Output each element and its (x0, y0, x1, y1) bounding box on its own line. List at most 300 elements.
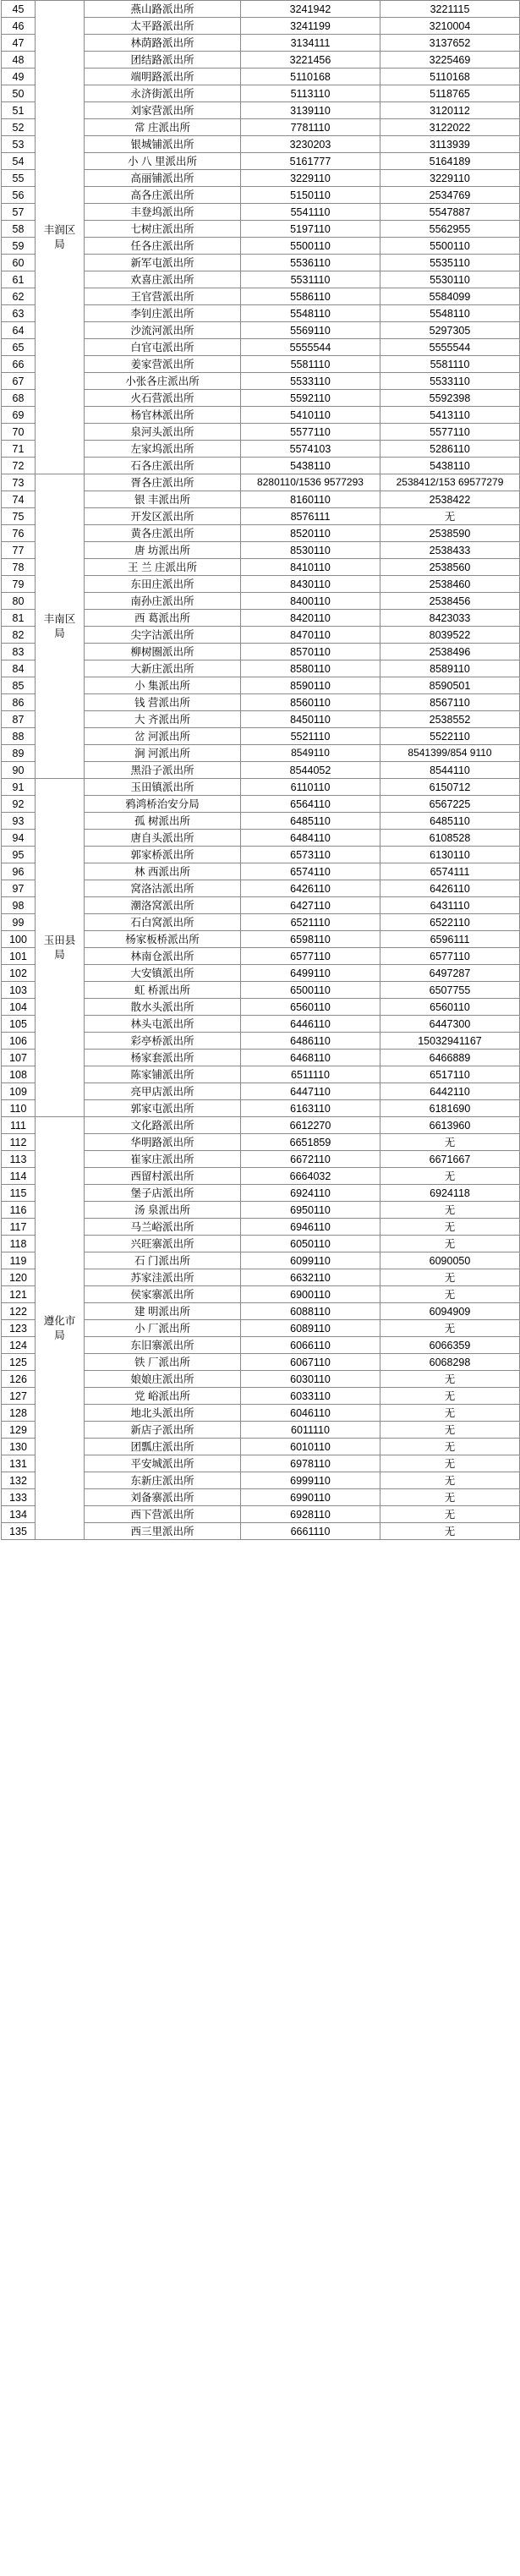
phone-secondary-cell: 6066359 (380, 1337, 520, 1354)
phone-secondary-cell: 5533110 (380, 373, 520, 390)
phone-primary-cell: 5161777 (241, 153, 380, 170)
row-index-cell: 58 (2, 221, 36, 238)
region-group-cell: 丰南区局 (36, 474, 85, 779)
station-name-cell: 杨家套派出所 (85, 1050, 241, 1066)
station-name-cell: 高丽铺派出所 (85, 170, 241, 187)
phone-secondary-cell: 6068298 (380, 1354, 520, 1371)
phone-secondary-cell: 3210004 (380, 18, 520, 35)
phone-secondary-cell: 2538496 (380, 644, 520, 660)
station-name-cell: 刘备寨派出所 (85, 1489, 241, 1506)
station-name-cell: 散水头派出所 (85, 999, 241, 1016)
row-index-cell: 57 (2, 204, 36, 221)
phone-secondary-cell: 6447300 (380, 1016, 520, 1033)
station-name-cell: 端明路派出所 (85, 69, 241, 85)
row-index-cell: 91 (2, 779, 36, 796)
phone-primary-cell: 6612270 (241, 1117, 380, 1134)
phone-secondary-cell: 5110168 (380, 69, 520, 85)
row-index-cell: 64 (2, 322, 36, 339)
phone-secondary-cell: 无 (380, 1320, 520, 1337)
phone-secondary-cell: 8541399/854 9110 (380, 745, 520, 762)
station-name-cell: 平安城派出所 (85, 1455, 241, 1472)
row-index-cell: 53 (2, 136, 36, 153)
station-name-cell: 左家坞派出所 (85, 441, 241, 458)
row-index-cell: 88 (2, 728, 36, 745)
row-index-cell: 68 (2, 390, 36, 407)
phone-primary-cell: 5410110 (241, 407, 380, 424)
phone-secondary-cell: 3113939 (380, 136, 520, 153)
phone-primary-cell: 8576111 (241, 508, 380, 525)
phone-primary-cell: 8410110 (241, 559, 380, 576)
phone-primary-cell: 6900110 (241, 1286, 380, 1303)
row-index-cell: 45 (2, 1, 36, 18)
phone-secondary-cell: 5577110 (380, 424, 520, 441)
phone-primary-cell: 6485110 (241, 813, 380, 830)
station-name-cell: 鸦鸿桥治安分局 (85, 796, 241, 813)
phone-primary-cell: 3230203 (241, 136, 380, 153)
station-name-cell: 大安镇派出所 (85, 965, 241, 982)
table-row (2, 474, 520, 491)
phone-primary-cell: 5536110 (241, 255, 380, 271)
phone-primary-cell: 8430110 (241, 576, 380, 593)
station-name-cell: 任各庄派出所 (85, 238, 241, 255)
row-index-cell: 115 (2, 1185, 36, 1202)
phone-primary-cell: 5586110 (241, 288, 380, 305)
phone-primary-cell: 6999110 (241, 1472, 380, 1489)
phone-secondary-cell: 6150712 (380, 779, 520, 796)
station-name-cell: 小 集派出所 (85, 677, 241, 694)
row-index-cell: 125 (2, 1354, 36, 1371)
station-name-cell: 铁 厂派出所 (85, 1354, 241, 1371)
phone-primary-cell: 8530110 (241, 542, 380, 559)
phone-secondary-cell: 5286110 (380, 441, 520, 458)
phone-secondary-cell: 8567110 (380, 694, 520, 711)
phone-primary-cell: 8520110 (241, 525, 380, 542)
phone-secondary-cell: 8544110 (380, 762, 520, 779)
phone-primary-cell: 6033110 (241, 1388, 380, 1405)
phone-primary-cell: 3139110 (241, 102, 380, 119)
row-index-cell: 118 (2, 1236, 36, 1252)
row-index-cell: 75 (2, 508, 36, 525)
station-name-cell: 沙流河派出所 (85, 322, 241, 339)
phone-secondary-cell: 6596111 (380, 931, 520, 948)
station-name-cell: 柳树圈派出所 (85, 644, 241, 660)
station-name-cell: 白官屯派出所 (85, 339, 241, 356)
phone-primary-cell: 6946110 (241, 1219, 380, 1236)
phone-secondary-cell: 6497287 (380, 965, 520, 982)
phone-secondary-cell: 无 (380, 1134, 520, 1151)
phone-secondary-cell: 无 (380, 1269, 520, 1286)
row-index-cell: 47 (2, 35, 36, 52)
phone-primary-cell: 6651859 (241, 1134, 380, 1151)
phone-secondary-cell: 6507755 (380, 982, 520, 999)
station-name-cell: 石白窝派出所 (85, 914, 241, 931)
row-index-cell: 71 (2, 441, 36, 458)
phone-primary-cell: 6500110 (241, 982, 380, 999)
station-name-cell: 小 厂派出所 (85, 1320, 241, 1337)
phone-primary-cell: 3229110 (241, 170, 380, 187)
row-index-cell: 102 (2, 965, 36, 982)
station-name-cell: 西三里派出所 (85, 1523, 241, 1540)
phone-primary-cell: 6110110 (241, 779, 380, 796)
row-index-cell: 73 (2, 474, 36, 491)
station-name-cell: 窝洛沽派出所 (85, 880, 241, 897)
row-index-cell: 51 (2, 102, 36, 119)
station-name-cell: 新军屯派出所 (85, 255, 241, 271)
phone-primary-cell: 6978110 (241, 1455, 380, 1472)
phone-secondary-cell: 6577110 (380, 948, 520, 965)
phone-primary-cell: 6499110 (241, 965, 380, 982)
station-name-cell: 燕山路派出所 (85, 1, 241, 18)
station-name-cell: 唐 坊派出所 (85, 542, 241, 559)
phone-secondary-cell: 5297305 (380, 322, 520, 339)
row-index-cell: 55 (2, 170, 36, 187)
station-name-cell: 岔 河派出所 (85, 728, 241, 745)
phone-primary-cell: 6446110 (241, 1016, 380, 1033)
row-index-cell: 59 (2, 238, 36, 255)
station-name-cell: 东新庄派出所 (85, 1472, 241, 1489)
station-name-cell: 小 八 里派出所 (85, 153, 241, 170)
station-name-cell: 郭家屯派出所 (85, 1100, 241, 1117)
phone-primary-cell: 6511110 (241, 1066, 380, 1083)
phone-primary-cell: 5581110 (241, 356, 380, 373)
station-name-cell: 石 门派出所 (85, 1252, 241, 1269)
phone-primary-cell: 8160110 (241, 491, 380, 508)
phone-secondary-cell: 无 (380, 508, 520, 525)
phone-secondary-cell: 5581110 (380, 356, 520, 373)
station-name-cell: 东田庄派出所 (85, 576, 241, 593)
station-name-cell: 新店子派出所 (85, 1422, 241, 1439)
row-index-cell: 83 (2, 644, 36, 660)
phone-primary-cell: 6447110 (241, 1083, 380, 1100)
phone-primary-cell: 8544052 (241, 762, 380, 779)
row-index-cell: 61 (2, 271, 36, 288)
station-name-cell: 尖字沽派出所 (85, 627, 241, 644)
row-index-cell: 95 (2, 847, 36, 863)
row-index-cell: 121 (2, 1286, 36, 1303)
phone-secondary-cell: 无 (380, 1523, 520, 1540)
phone-primary-cell: 6598110 (241, 931, 380, 948)
phone-primary-cell: 5569110 (241, 322, 380, 339)
phone-primary-cell: 8470110 (241, 627, 380, 644)
row-index-cell: 113 (2, 1151, 36, 1168)
table-row (2, 1, 520, 18)
phone-primary-cell: 6574110 (241, 863, 380, 880)
phone-secondary-cell: 无 (380, 1219, 520, 1236)
phone-secondary-cell: 6485110 (380, 813, 520, 830)
phone-primary-cell: 5197110 (241, 221, 380, 238)
station-name-cell: 王 兰 庄派出所 (85, 559, 241, 576)
station-name-cell: 石各庄派出所 (85, 458, 241, 474)
phone-primary-cell: 6046110 (241, 1405, 380, 1422)
row-index-cell: 52 (2, 119, 36, 136)
phone-primary-cell: 6990110 (241, 1489, 380, 1506)
phone-secondary-cell: 2534769 (380, 187, 520, 204)
station-name-cell: 永济街派出所 (85, 85, 241, 102)
phone-secondary-cell: 6671667 (380, 1151, 520, 1168)
row-index-cell: 48 (2, 52, 36, 69)
row-index-cell: 79 (2, 576, 36, 593)
phone-primary-cell: 6632110 (241, 1269, 380, 1286)
phone-secondary-cell: 8039522 (380, 627, 520, 644)
phone-secondary-cell: 5584099 (380, 288, 520, 305)
station-name-cell: 泉河头派出所 (85, 424, 241, 441)
phone-secondary-cell: 5118765 (380, 85, 520, 102)
phone-primary-cell: 5577110 (241, 424, 380, 441)
row-index-cell: 65 (2, 339, 36, 356)
station-name-cell: 姜家营派出所 (85, 356, 241, 373)
phone-primary-cell: 8590110 (241, 677, 380, 694)
row-index-cell: 90 (2, 762, 36, 779)
station-name-cell: 玉田镇派出所 (85, 779, 241, 796)
row-index-cell: 66 (2, 356, 36, 373)
phone-primary-cell: 3241942 (241, 1, 380, 18)
station-name-cell: 华明路派出所 (85, 1134, 241, 1151)
phone-secondary-cell: 6522110 (380, 914, 520, 931)
region-group-cell: 丰润区局 (36, 1, 85, 474)
station-name-cell: 党 峪派出所 (85, 1388, 241, 1405)
station-name-cell: 西留村派出所 (85, 1168, 241, 1185)
station-name-cell: 汤 泉派出所 (85, 1202, 241, 1219)
station-name-cell: 常 庄派出所 (85, 119, 241, 136)
station-name-cell: 林 西派出所 (85, 863, 241, 880)
phone-primary-cell: 6468110 (241, 1050, 380, 1066)
row-index-cell: 89 (2, 745, 36, 762)
station-name-cell: 堡子店派出所 (85, 1185, 241, 1202)
station-name-cell: 团结路派出所 (85, 52, 241, 69)
station-name-cell: 南孙庄派出所 (85, 593, 241, 610)
row-index-cell: 126 (2, 1371, 36, 1388)
row-index-cell: 101 (2, 948, 36, 965)
station-name-cell: 兴旺寨派出所 (85, 1236, 241, 1252)
station-name-cell: 银 丰派出所 (85, 491, 241, 508)
phone-primary-cell: 6521110 (241, 914, 380, 931)
row-index-cell: 67 (2, 373, 36, 390)
station-name-cell: 团瓢庄派出所 (85, 1439, 241, 1455)
phone-primary-cell: 8420110 (241, 610, 380, 627)
phone-secondary-cell: 8589110 (380, 660, 520, 677)
phone-primary-cell: 8549110 (241, 745, 380, 762)
phone-primary-cell: 6486110 (241, 1033, 380, 1050)
row-index-cell: 50 (2, 85, 36, 102)
phone-secondary-cell: 8590501 (380, 677, 520, 694)
station-name-cell: 李钊庄派出所 (85, 305, 241, 322)
phone-primary-cell: 6010110 (241, 1439, 380, 1455)
phone-secondary-cell: 5413110 (380, 407, 520, 424)
station-name-cell: 彩亭桥派出所 (85, 1033, 241, 1050)
row-index-cell: 100 (2, 931, 36, 948)
police-station-phone-table (1, 0, 520, 1540)
row-index-cell: 129 (2, 1422, 36, 1439)
row-index-cell: 56 (2, 187, 36, 204)
phone-primary-cell: 8580110 (241, 660, 380, 677)
row-index-cell: 98 (2, 897, 36, 914)
phone-primary-cell: 6573110 (241, 847, 380, 863)
station-name-cell: 胥各庄派出所 (85, 474, 241, 491)
station-name-cell: 黑沿子派出所 (85, 762, 241, 779)
station-name-cell: 地北头派出所 (85, 1405, 241, 1422)
phone-secondary-cell: 8423033 (380, 610, 520, 627)
phone-primary-cell: 6426110 (241, 880, 380, 897)
phone-secondary-cell: 5592398 (380, 390, 520, 407)
row-index-cell: 92 (2, 796, 36, 813)
station-name-cell: 王官营派出所 (85, 288, 241, 305)
phone-secondary-cell: 无 (380, 1202, 520, 1219)
station-name-cell: 苏家洼派出所 (85, 1269, 241, 1286)
phone-primary-cell: 6484110 (241, 830, 380, 847)
station-name-cell: 太平路派出所 (85, 18, 241, 35)
row-index-cell: 99 (2, 914, 36, 931)
phone-secondary-cell: 2538433 (380, 542, 520, 559)
phone-primary-cell: 6577110 (241, 948, 380, 965)
station-name-cell: 小张各庄派出所 (85, 373, 241, 390)
phone-secondary-cell: 2538422 (380, 491, 520, 508)
row-index-cell: 132 (2, 1472, 36, 1489)
row-index-cell: 77 (2, 542, 36, 559)
station-name-cell: 郭家桥派出所 (85, 847, 241, 863)
station-name-cell: 开发区派出所 (85, 508, 241, 525)
row-index-cell: 63 (2, 305, 36, 322)
phone-secondary-cell: 无 (380, 1236, 520, 1252)
station-name-cell: 唐自头派出所 (85, 830, 241, 847)
phone-secondary-cell: 5438110 (380, 458, 520, 474)
station-name-cell: 黄各庄派出所 (85, 525, 241, 542)
phone-secondary-cell: 6924118 (380, 1185, 520, 1202)
station-name-cell: 陈家铺派出所 (85, 1066, 241, 1083)
phone-secondary-cell: 6426110 (380, 880, 520, 897)
station-name-cell: 高各庄派出所 (85, 187, 241, 204)
station-name-cell: 钱 营派出所 (85, 694, 241, 711)
station-name-cell: 虹 桥派出所 (85, 982, 241, 999)
row-index-cell: 62 (2, 288, 36, 305)
phone-secondary-cell: 无 (380, 1388, 520, 1405)
table-body (2, 1, 520, 1540)
station-name-cell: 林荫路派出所 (85, 35, 241, 52)
phone-primary-cell: 6011110 (241, 1422, 380, 1439)
row-index-cell: 86 (2, 694, 36, 711)
phone-secondary-cell: 无 (380, 1455, 520, 1472)
row-index-cell: 106 (2, 1033, 36, 1050)
phone-primary-cell: 5531110 (241, 271, 380, 288)
station-name-cell: 崔家庄派出所 (85, 1151, 241, 1168)
phone-secondary-cell: 无 (380, 1168, 520, 1185)
region-group-cell: 玉田县局 (36, 779, 85, 1117)
phone-secondary-cell: 6181690 (380, 1100, 520, 1117)
row-index-cell: 109 (2, 1083, 36, 1100)
row-index-cell: 104 (2, 999, 36, 1016)
station-name-cell: 孤 树派出所 (85, 813, 241, 830)
row-index-cell: 133 (2, 1489, 36, 1506)
station-name-cell: 文化路派出所 (85, 1117, 241, 1134)
phone-secondary-cell: 无 (380, 1371, 520, 1388)
phone-secondary-cell: 2538560 (380, 559, 520, 576)
phone-primary-cell: 6924110 (241, 1185, 380, 1202)
phone-primary-cell: 3241199 (241, 18, 380, 35)
row-index-cell: 134 (2, 1506, 36, 1523)
station-name-cell: 涧 河派出所 (85, 745, 241, 762)
station-name-cell: 建 明派出所 (85, 1303, 241, 1320)
station-name-cell: 大 齐派出所 (85, 711, 241, 728)
phone-secondary-cell: 无 (380, 1489, 520, 1506)
table-row (2, 1117, 520, 1134)
phone-primary-cell: 5555544 (241, 339, 380, 356)
station-name-cell: 欢喜庄派出所 (85, 271, 241, 288)
phone-secondary-cell: 2538552 (380, 711, 520, 728)
phone-secondary-cell: 5547887 (380, 204, 520, 221)
row-index-cell: 60 (2, 255, 36, 271)
phone-secondary-cell: 6560110 (380, 999, 520, 1016)
row-index-cell: 117 (2, 1219, 36, 1236)
phone-secondary-cell: 5562955 (380, 221, 520, 238)
phone-secondary-cell: 2538412/153 69577279 (380, 474, 520, 491)
row-index-cell: 82 (2, 627, 36, 644)
phone-primary-cell: 5438110 (241, 458, 380, 474)
station-name-cell: 马兰峪派出所 (85, 1219, 241, 1236)
phone-secondary-cell: 3122022 (380, 119, 520, 136)
phone-secondary-cell: 5548110 (380, 305, 520, 322)
phone-secondary-cell: 无 (380, 1405, 520, 1422)
phone-secondary-cell: 5530110 (380, 271, 520, 288)
phone-secondary-cell: 无 (380, 1506, 520, 1523)
station-name-cell: 银城铺派出所 (85, 136, 241, 153)
row-index-cell: 111 (2, 1117, 36, 1134)
phone-secondary-cell: 6090050 (380, 1252, 520, 1269)
row-index-cell: 119 (2, 1252, 36, 1269)
row-index-cell: 112 (2, 1134, 36, 1151)
phone-primary-cell: 6050110 (241, 1236, 380, 1252)
phone-primary-cell: 5574103 (241, 441, 380, 458)
row-index-cell: 128 (2, 1405, 36, 1422)
phone-primary-cell: 5541110 (241, 204, 380, 221)
row-index-cell: 135 (2, 1523, 36, 1540)
phone-primary-cell: 6950110 (241, 1202, 380, 1219)
phone-secondary-cell: 5555544 (380, 339, 520, 356)
station-name-cell: 杨家板桥派出所 (85, 931, 241, 948)
phone-secondary-cell: 无 (380, 1472, 520, 1489)
phone-secondary-cell: 3225469 (380, 52, 520, 69)
station-name-cell: 西 葛派出所 (85, 610, 241, 627)
phone-primary-cell: 6030110 (241, 1371, 380, 1388)
row-index-cell: 84 (2, 660, 36, 677)
phone-primary-cell: 6089110 (241, 1320, 380, 1337)
phone-secondary-cell: 5500110 (380, 238, 520, 255)
row-index-cell: 130 (2, 1439, 36, 1455)
phone-secondary-cell: 6094909 (380, 1303, 520, 1320)
station-name-cell: 七树庄派出所 (85, 221, 241, 238)
phone-secondary-cell: 2538456 (380, 593, 520, 610)
row-index-cell: 54 (2, 153, 36, 170)
phone-secondary-cell: 6517110 (380, 1066, 520, 1083)
phone-secondary-cell: 5164189 (380, 153, 520, 170)
row-index-cell: 127 (2, 1388, 36, 1405)
row-index-cell: 103 (2, 982, 36, 999)
phone-primary-cell: 8400110 (241, 593, 380, 610)
phone-secondary-cell: 2538460 (380, 576, 520, 593)
phone-secondary-cell: 6466889 (380, 1050, 520, 1066)
row-index-cell: 49 (2, 69, 36, 85)
phone-secondary-cell: 6567225 (380, 796, 520, 813)
phone-primary-cell: 7781110 (241, 119, 380, 136)
phone-primary-cell: 6066110 (241, 1337, 380, 1354)
phone-primary-cell: 5113110 (241, 85, 380, 102)
phone-secondary-cell: 无 (380, 1422, 520, 1439)
row-index-cell: 131 (2, 1455, 36, 1472)
phone-primary-cell: 5500110 (241, 238, 380, 255)
row-index-cell: 97 (2, 880, 36, 897)
row-index-cell: 69 (2, 407, 36, 424)
phone-primary-cell: 5150110 (241, 187, 380, 204)
row-index-cell: 72 (2, 458, 36, 474)
phone-primary-cell: 6664032 (241, 1168, 380, 1185)
